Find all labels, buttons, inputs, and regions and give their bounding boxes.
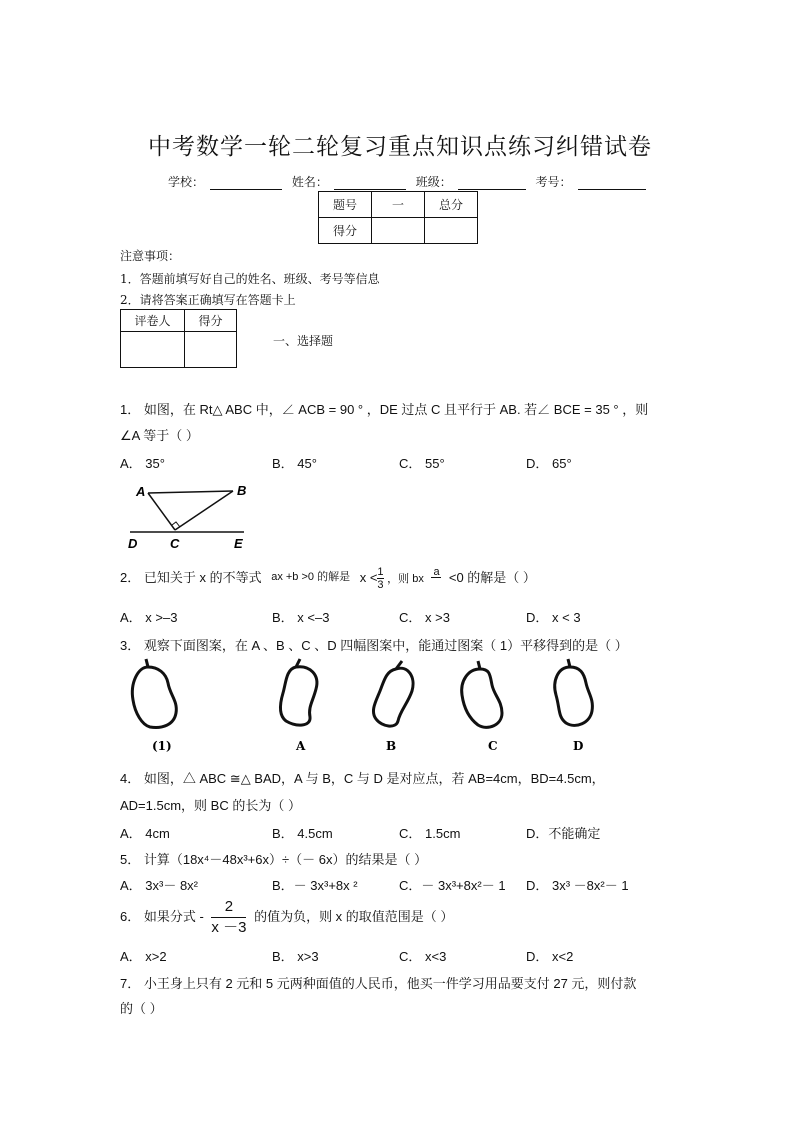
label-c: C <box>170 536 180 551</box>
q2-fraction <box>377 566 383 591</box>
segment-ab <box>148 491 233 493</box>
label-d: D <box>128 536 138 551</box>
q5-option-c[interactable]: C．－ 3x³+8x²－ 1 <box>399 878 506 893</box>
q6-post: 的值为负，则 x 的取值范围是（ ） <box>254 909 454 924</box>
score-cell[interactable] <box>372 218 425 244</box>
pattern-b-label: B <box>386 739 397 753</box>
pattern-c-stem <box>478 661 480 669</box>
score-total-cell[interactable] <box>425 218 478 244</box>
note-2: 2．请将答案正确填写在答题卡上 <box>120 293 296 307</box>
q6-pre: 6． 如果分式 - <box>120 909 204 924</box>
q1-triangle-figure <box>120 480 255 552</box>
score-header-question: 题号 <box>319 192 372 218</box>
q4-option-b[interactable]: B． 4.5cm <box>272 826 333 841</box>
q2-option-c[interactable]: C． x >3 <box>399 610 450 625</box>
q2-stem <box>120 566 536 600</box>
q2-den: 3 <box>377 579 384 592</box>
q4-stem-line2: AD=1.5cm，则 BC 的长为（ ） <box>120 798 301 813</box>
q6-fraction <box>211 897 246 938</box>
grader-score-header: 得分 <box>185 310 237 332</box>
section-heading: 一、选择题 <box>273 334 334 348</box>
q5-option-d[interactable]: D． 3x³ －8x²－ 1 <box>526 878 629 893</box>
q3-stem: 3． 观察下面图案，在 A 、B 、C 、D 四幅图案中，能通过图案（ 1）平移得到的是（ ） <box>120 638 628 653</box>
pattern-a-label: A <box>296 739 306 753</box>
q2-option-d[interactable]: D． x < 3 <box>526 610 581 625</box>
label-a: A <box>136 484 146 499</box>
class-blank[interactable] <box>458 176 526 190</box>
q6-den: x －3 <box>211 919 247 937</box>
q1-option-b[interactable]: B． 45° <box>272 456 317 471</box>
segment-ac <box>148 493 175 530</box>
pattern-1-label: (1) <box>152 739 172 753</box>
pattern-d-stem <box>568 659 570 667</box>
q6-option-d[interactable]: D． x<2 <box>526 949 574 964</box>
pattern-d-shape <box>555 667 593 725</box>
score-header-total: 总分 <box>425 192 478 218</box>
q4-option-c[interactable]: C． 1.5cm <box>399 826 461 841</box>
note-1: 1．答题前填写好自己的姓名、班级、考号等信息 <box>120 272 380 286</box>
notes-heading: 注意事项： <box>120 249 181 263</box>
q2-pre: 2． 已知关于 x 的不等式 <box>120 570 262 586</box>
pattern-1-stem <box>146 659 148 667</box>
grader-table <box>120 309 237 368</box>
q2-tail: <0 的解是（ ） <box>448 570 536 586</box>
label-b: B <box>237 483 247 498</box>
student-info-line <box>168 173 652 190</box>
q4-stem-line1: 4． 如图，△ ABC ≅△ BAD，A 与 B，C 与 D 是对应点，若 AB=4cm，BD=4.5cm， <box>120 771 605 786</box>
q6-stem <box>120 895 453 939</box>
q1-stem-line1: 1． 如图，在 Rt△ ABC 中，∠ ACB = 90 ° ，DE 过点 C 且平行于 AB. 若∠ BCE = 35 ° ，则 <box>120 402 649 417</box>
pattern-d-label: D <box>573 739 584 753</box>
name-label: 姓名： <box>291 175 328 189</box>
q2-num: 1 <box>377 566 384 578</box>
q6-option-b[interactable]: B． x>3 <box>272 949 319 964</box>
q2-option-b[interactable]: B． x <–3 <box>272 610 330 625</box>
pattern-c-shape <box>462 669 502 727</box>
q7-stem-line2: 的（ ） <box>120 1001 163 1016</box>
grader-score-cell[interactable] <box>185 332 237 368</box>
score-row-label: 得分 <box>319 218 372 244</box>
q2-a-numerator: a <box>433 566 440 579</box>
school-label: 学校： <box>168 175 205 189</box>
q5-option-b[interactable]: B．－ 3x³+8x ² <box>272 878 358 893</box>
q5-option-a[interactable]: A． 3x³－ 8x² <box>120 878 199 893</box>
q4-option-d[interactable]: D．不能确定 <box>526 826 601 841</box>
score-header-part: 一 <box>372 192 425 218</box>
pattern-1-shape <box>132 667 176 727</box>
score-table <box>318 191 478 244</box>
q5-stem: 5． 计算（18x⁴－48x³+6x）÷（－ 6x）的结果是（ ） <box>120 852 428 867</box>
q2-option-a[interactable]: A． x >–3 <box>120 610 178 625</box>
q6-option-a[interactable]: A． x>2 <box>120 949 167 964</box>
grader-cell[interactable] <box>121 332 185 368</box>
q1-option-d[interactable]: D． 65° <box>526 456 572 471</box>
q3-figures <box>118 655 608 755</box>
q1-option-a[interactable]: A． 35° <box>120 456 165 471</box>
page-title: 中考数学一轮二轮复习重点知识点练习纠错试卷 <box>148 134 652 160</box>
q1-stem-line2: ∠A 等于（ ） <box>120 428 199 443</box>
pattern-c-label: C <box>488 739 498 753</box>
q1-option-c[interactable]: C． 55° <box>399 456 445 471</box>
class-label: 班级： <box>415 175 452 189</box>
q6-option-c[interactable]: C． x<3 <box>399 949 447 964</box>
q2-x: x < <box>359 570 378 586</box>
q7-stem-line1: 7． 小王身上只有 2 元和 5 元两种面值的人民币，他买一件学习用品要支付 27 元，则付款 <box>120 976 637 991</box>
exam-no-blank[interactable] <box>578 176 646 190</box>
name-blank[interactable] <box>334 176 406 190</box>
right-angle-mark <box>172 522 180 527</box>
label-e: E <box>234 536 243 551</box>
pattern-a-shape <box>280 667 317 725</box>
q2-expr1: ax +b >0 的解是 <box>271 571 351 584</box>
q4-option-a[interactable]: A． 4cm <box>120 826 170 841</box>
q6-num: 2 <box>211 897 246 918</box>
q2-mid: ，则 bx <box>387 573 424 586</box>
grader-header: 评卷人 <box>121 310 185 332</box>
segment-bc <box>175 491 233 530</box>
q2-fraction-bar <box>431 577 441 578</box>
school-blank[interactable] <box>210 176 282 190</box>
pattern-b-shape <box>373 668 413 726</box>
exam-no-label: 考号： <box>535 175 572 189</box>
